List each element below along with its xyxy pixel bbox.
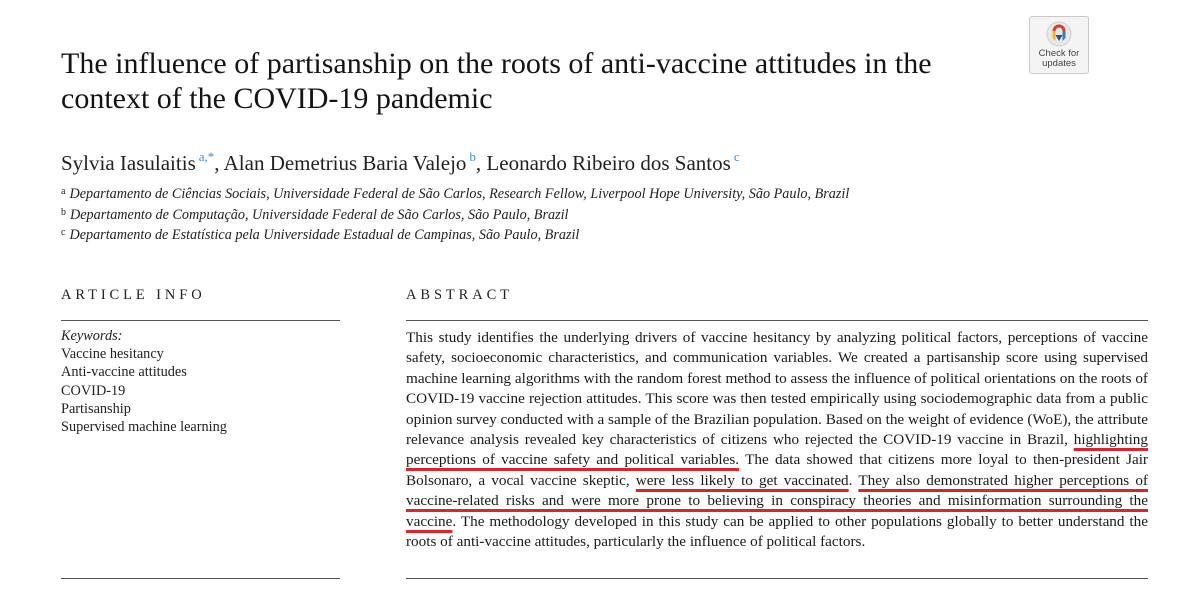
keyword-item: Supervised machine learning: [61, 419, 227, 436]
keywords-bottom-divider: [61, 578, 340, 579]
affiliation-item: [61, 204, 849, 225]
affiliation-item: [61, 224, 849, 245]
author-separator: ,: [214, 151, 224, 175]
article-info-heading: ARTICLE INFO: [61, 287, 206, 303]
article-info-divider: [61, 320, 340, 321]
affiliation-mark: b: [61, 206, 66, 218]
keywords-block: [61, 327, 227, 436]
affiliation-item: [61, 183, 849, 204]
abstract-text: [406, 328, 1148, 552]
affiliation-mark: a: [61, 186, 66, 197]
abstract-heading: ABSTRACT: [406, 287, 513, 303]
keyword-item: Partisanship: [61, 400, 131, 417]
author-list: [61, 143, 740, 177]
article-title: The influence of partisanship on the roots of anti-vaccine attitudes in the context of the COVID-19 pandemic: [61, 47, 932, 115]
abstract-segment: This study identifies the underlying drivers of vaccine hesitancy by analyzing political factors, perceptions of vaccine safety, socioeconomic characteristics, and communication variables. We created a partisanship score using supervised machine learning algorithms with the random forest method to assess the influence of political orientations on the roots of COVID-19 vaccine rejection attitudes. This score was then tested empirically using sociodemographic data from a public opinion survey conducted with a sample of the Brazilian population. Based on the weight of evidence (WoE), the attribute relevance analysis revealed key characteristics of citizens who rejected the COVID-19 vaccine in Brazil,: [406, 329, 1148, 449]
author-name[interactable]: Sylvia Iasulaitis: [61, 151, 196, 175]
affiliation-mark: c: [61, 227, 66, 238]
affiliation-text: Departamento de Estatística pela Universidade Estadual de Campinas, São Paulo, Brazil: [69, 227, 580, 243]
affiliation-text: Departamento de Computação, Universidade Federal de São Carlos, São Paulo, Brazil: [70, 206, 569, 223]
affiliation-list: [61, 183, 849, 245]
author-affiliation-marks[interactable]: a,*: [198, 149, 215, 164]
abstract-divider: [406, 320, 1148, 321]
keyword-item: Vaccine hesitancy: [61, 346, 164, 363]
author-affiliation-marks[interactable]: b: [469, 149, 476, 164]
affiliation-text: Departamento de Ciências Sociais, Universidade Federal de São Carlos, Research Fellow, Liverpool Hope University, São Paulo, Brazil: [69, 186, 850, 202]
abstract-highlight: They also demonstrated higher perceptions of vaccine-related risks and were more prone to believing in conspiracy theories and misinformation surrounding the vaccine: [406, 471, 1148, 530]
check-badge-line1: Check for: [1038, 48, 1080, 59]
keyword-item: Anti-vaccine attitudes: [61, 364, 187, 381]
author-name[interactable]: Leonardo Ribeiro dos Santos: [486, 151, 731, 175]
author-affiliation-marks[interactable]: c: [733, 149, 740, 164]
crossmark-icon: [1046, 21, 1072, 47]
abstract-segment: .: [848, 471, 859, 489]
abstract-segment: . The methodology developed in this study can be applied to other populations globally to better understand the roots of anti-vaccine attitudes, particularly the influence of political factors.: [406, 512, 1148, 551]
abstract-highlight: highlighting perceptions of vaccine safety and political variables.: [406, 431, 1148, 469]
author-name[interactable]: Alan Demetrius Baria Valejo: [223, 151, 467, 175]
check-for-updates-badge[interactable]: [1029, 16, 1089, 74]
author-separator: ,: [475, 151, 487, 175]
keywords-label: Keywords:: [61, 328, 123, 344]
check-badge-line2: updates: [1042, 58, 1076, 69]
abstract-highlight: were less likely to get vaccinated: [635, 471, 849, 489]
abstract-bottom-divider: [406, 578, 1148, 579]
keyword-item: COVID-19: [61, 382, 126, 399]
abstract-segment: The data showed that citizens more loyal to then-president Jair Bolsonaro, a vocal vaccine skeptic,: [406, 451, 1148, 489]
